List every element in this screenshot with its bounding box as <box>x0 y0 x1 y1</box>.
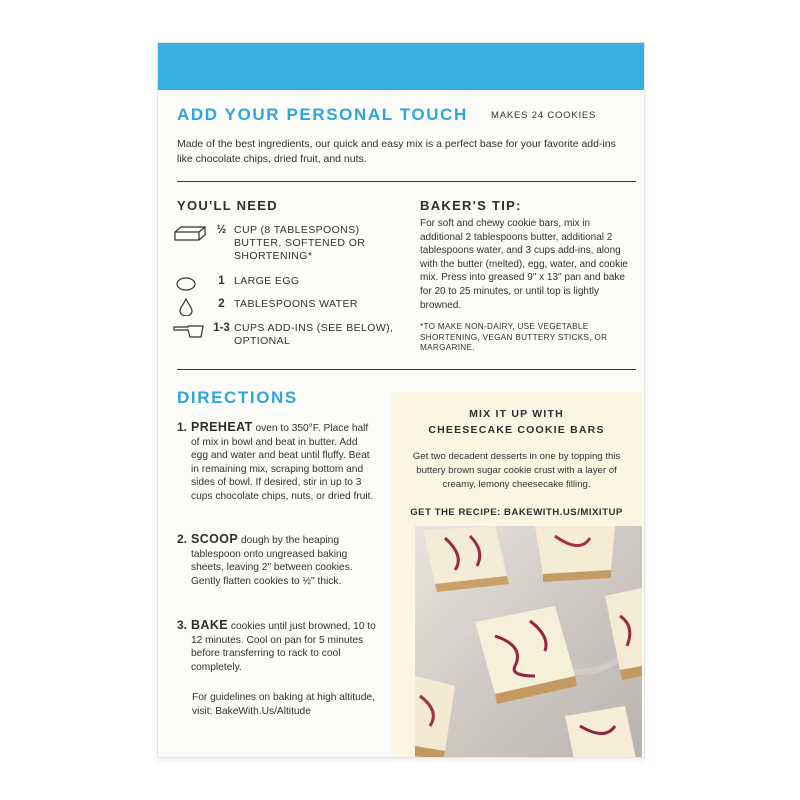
step-label: SCOOP <box>191 532 239 546</box>
ingredient-quantity: ½ <box>216 224 227 236</box>
direction-step <box>177 619 377 674</box>
water-drop-icon <box>173 298 209 316</box>
step-number: 3. <box>177 618 188 632</box>
altitude-note: For guidelines on baking at high altitude, visit: BakeWith.Us/Altitude <box>192 692 375 717</box>
ingredient-text: TABLESPOONS WATER <box>234 298 358 310</box>
cheesecake-bar <box>423 526 509 592</box>
divider <box>177 181 636 182</box>
promo-title-line: CHEESECAKE COOKIE BARS <box>428 424 605 436</box>
step-label: PREHEAT <box>191 420 253 434</box>
promo-title <box>391 406 642 438</box>
non-dairy-footnote: *TO MAKE NON-DAIRY, USE VEGETABLE SHORTENING, VEGAN BUTTERY STICKS, OR MARGARINE. <box>420 322 608 352</box>
intro-text: Made of the best ingredients, our quick and easy mix is a perfect base for your favorite add-ins like chocolate chips, dried fruit, and nuts. <box>177 138 616 165</box>
yield-label: MAKES 24 COOKIES <box>491 110 597 121</box>
bakers-tip-text: For soft and chewy cookie bars, mix in additional 2 tablespoons butter, additional 2 tablespoons water, and 3 cups add-ins, along with the butter (melted), egg, water, and cookie mix. Press into greased 9" x 13" pan and bake for 20 to 25 minutes, or until top is lightly browned. <box>420 218 628 311</box>
ingredient-text: CUP (8 TABLESPOONS) BUTTER, SOFTENED OR SHORTENING* <box>234 224 366 262</box>
ingredient-item <box>173 275 403 293</box>
divider <box>177 369 636 370</box>
promo-text: Get two decadent desserts in one by topping this buttery brown sugar cookie crust with a layer of creamy, lemony cheesecake filling. <box>412 451 621 490</box>
butter-stick-icon <box>173 224 209 242</box>
ingredient-quantity: 2 <box>218 298 225 310</box>
ingredient-item <box>173 224 403 263</box>
ingredient-quantity: 1-3 <box>213 322 230 334</box>
cheesecake-promo-panel <box>391 392 642 758</box>
cheesecake-bar <box>535 526 615 582</box>
step-label: BAKE <box>191 618 229 632</box>
step-number: 1. <box>177 420 188 434</box>
package-back-panel <box>157 42 645 758</box>
direction-step <box>177 533 377 588</box>
ingredient-text: LARGE EGG <box>234 275 300 287</box>
measuring-cup-icon <box>173 322 209 340</box>
ingredient-text: CUPS ADD-INS (SEE BELOW), OPTIONAL <box>234 322 394 347</box>
you-will-need-title: YOU'LL NEED <box>177 198 278 213</box>
direction-step <box>177 421 377 504</box>
egg-icon <box>173 275 209 293</box>
cheesecake-bars-photo <box>415 526 642 758</box>
recipe-link[interactable]: GET THE RECIPE: BAKEWITH.US/MIXITUP <box>410 507 623 518</box>
step-number: 2. <box>177 532 188 546</box>
bakers-tip-title: BAKER'S TIP: <box>420 198 522 213</box>
top-color-band <box>158 43 644 90</box>
ingredient-item <box>173 322 403 348</box>
step-text: oven to 350°F. Place half of mix in bowl and beat in butter. Add egg and water and beat until fluffy. Beat in remaining mix, scraping bottom and sides of bowl. If desired, stir in up to 3 cups chocolate chips, nuts, or dried fruit. <box>191 423 374 502</box>
section-title-personal-touch: ADD YOUR PERSONAL TOUCH <box>177 105 468 124</box>
step-text: cookies until just browned, 10 to 12 minutes. Cool on pan for 5 minutes before transferring to rack to cool completely. <box>191 621 376 673</box>
ingredient-quantity: 1 <box>218 275 225 287</box>
ingredient-item <box>173 298 403 316</box>
promo-title-line: MIX IT UP WITH <box>469 408 564 420</box>
step-text: dough by the heaping tablespoon onto ungreased baking sheets, leaving 2" between cookies. Gently flatten cookies to ½" thick. <box>191 535 353 587</box>
directions-title: DIRECTIONS <box>177 388 298 407</box>
